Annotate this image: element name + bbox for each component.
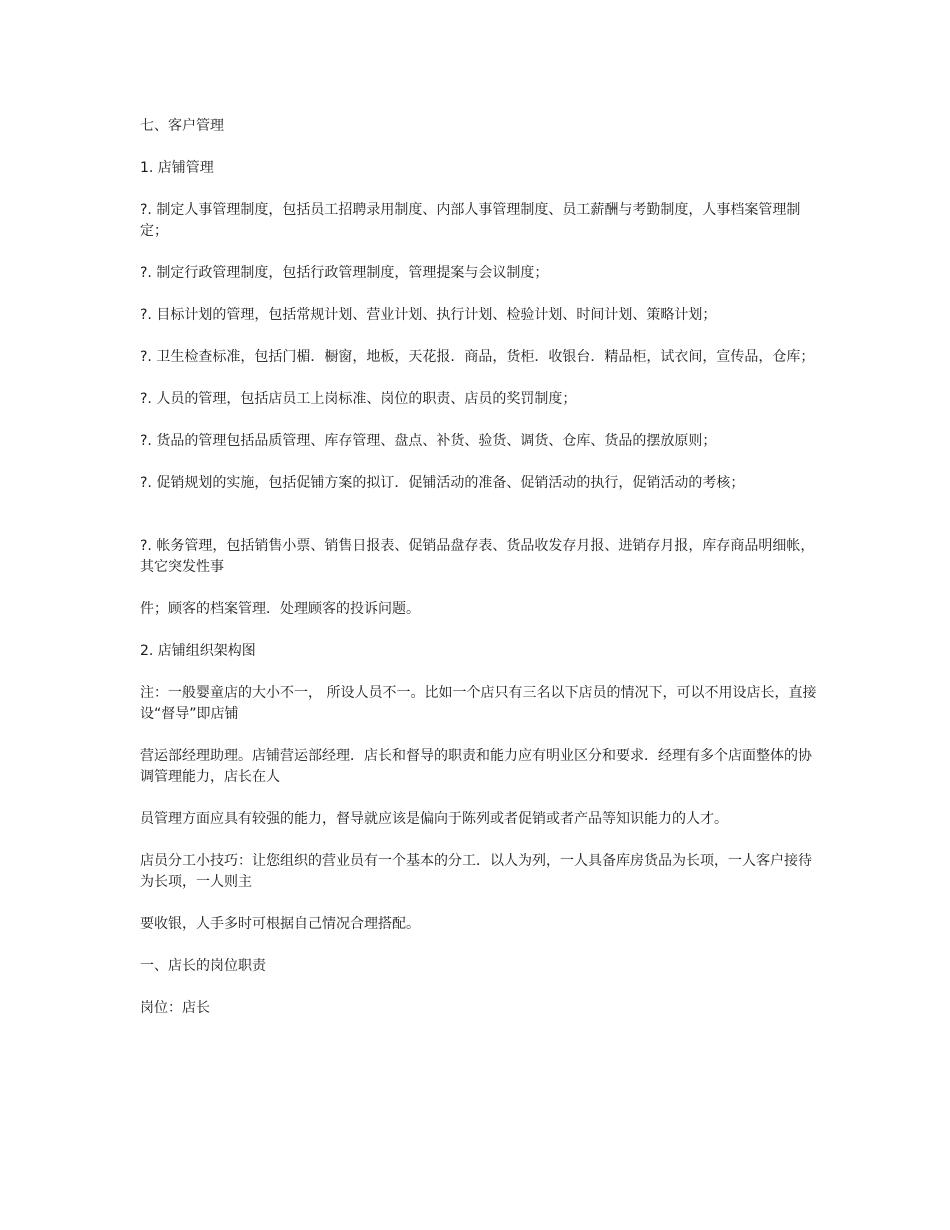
list-item-hygiene-standards: ?. 卫生检查标准，包括门楣．橱窗，地板，天花报．商品，货柜．收银台．精品柜，试衣间，宣传品，仓库； [140, 349, 815, 365]
section-heading-customer-management: 七、客户管理 [140, 118, 224, 134]
list-item-goods-management: ?. 货品的管理包括品质管理、库存管理、盘点、补货、验货、调货、仓库、货品的摆放原则； [140, 433, 717, 449]
section-heading-store-manager-duties: 一、店长的岗位职责 [140, 958, 266, 974]
list-item-staff-management: ?. 人员的管理，包括店员工上岗标准、岗位的职责、店员的奖罚制度； [140, 391, 577, 407]
paragraph-customer-records: 件；顾客的档案管理．处理顾客的投诉问题。 [140, 601, 420, 617]
document-body [140, 116, 820, 1040]
list-item-promotion-planning: ?. 促销规划的实施，包括促铺方案的拟订．促铺活动的准备、促销活动的执行，促销活动的考核； [140, 475, 745, 491]
paragraph-position: 岗位：店长 [140, 1000, 210, 1016]
subheading-store-management: 1. 店铺管理 [140, 160, 214, 176]
paragraph-cashier-arrangement: 要收银，人手多时可根据自己情况合理搭配。 [140, 916, 420, 932]
subheading-org-chart: 2. 店铺组织架构图 [140, 643, 256, 659]
list-item-administrative-policy: ?. 制定行政管理制度，包括行政管理制度，管理提案与会议制度； [140, 265, 549, 281]
paragraph-staff-division-tips: 店员分工小技巧：让您组织的营业员有一个基本的分工．以人为列，一人具备库房货品为长项，一人客户接待为长项，一人则主 [140, 853, 812, 890]
list-item-personnel-policy: ?. 制定人事管理制度，包括员工招聘录用制度、内部人事管理制度、员工薪酬与考勤制度，人事档案管理制定； [140, 202, 801, 239]
list-item-target-plans: ?. 目标计划的管理，包括常规计划、营业计划、执行计划、检验计划、时间计划、策略计划； [140, 307, 717, 323]
paragraph-supervisor-abilities: 员管理方面应具有较强的能力，督导就应该是偏向于陈列或者促销或者产品等知识能力的人才。 [140, 811, 728, 827]
list-item-accounting: ?. 帐务管理，包括销售小票、销售日报表、促销品盘存表、货品收发存月报、进销存月报，库存商品明细帐，其它突发性事 [140, 538, 815, 575]
paragraph-note-store-size: 注：一般婴童店的大小不一， 所设人员不一。比如一个店只有三名以下店员的情况下，可以不用设店长，直接设“督导”即店铺 [140, 685, 817, 722]
paragraph-manager-roles: 营运部经理助理。店铺营运部经理．店长和督导的职责和能力应有明业区分和要求．经理有多个店面整体的协调管理能力，店长在人 [140, 748, 812, 785]
